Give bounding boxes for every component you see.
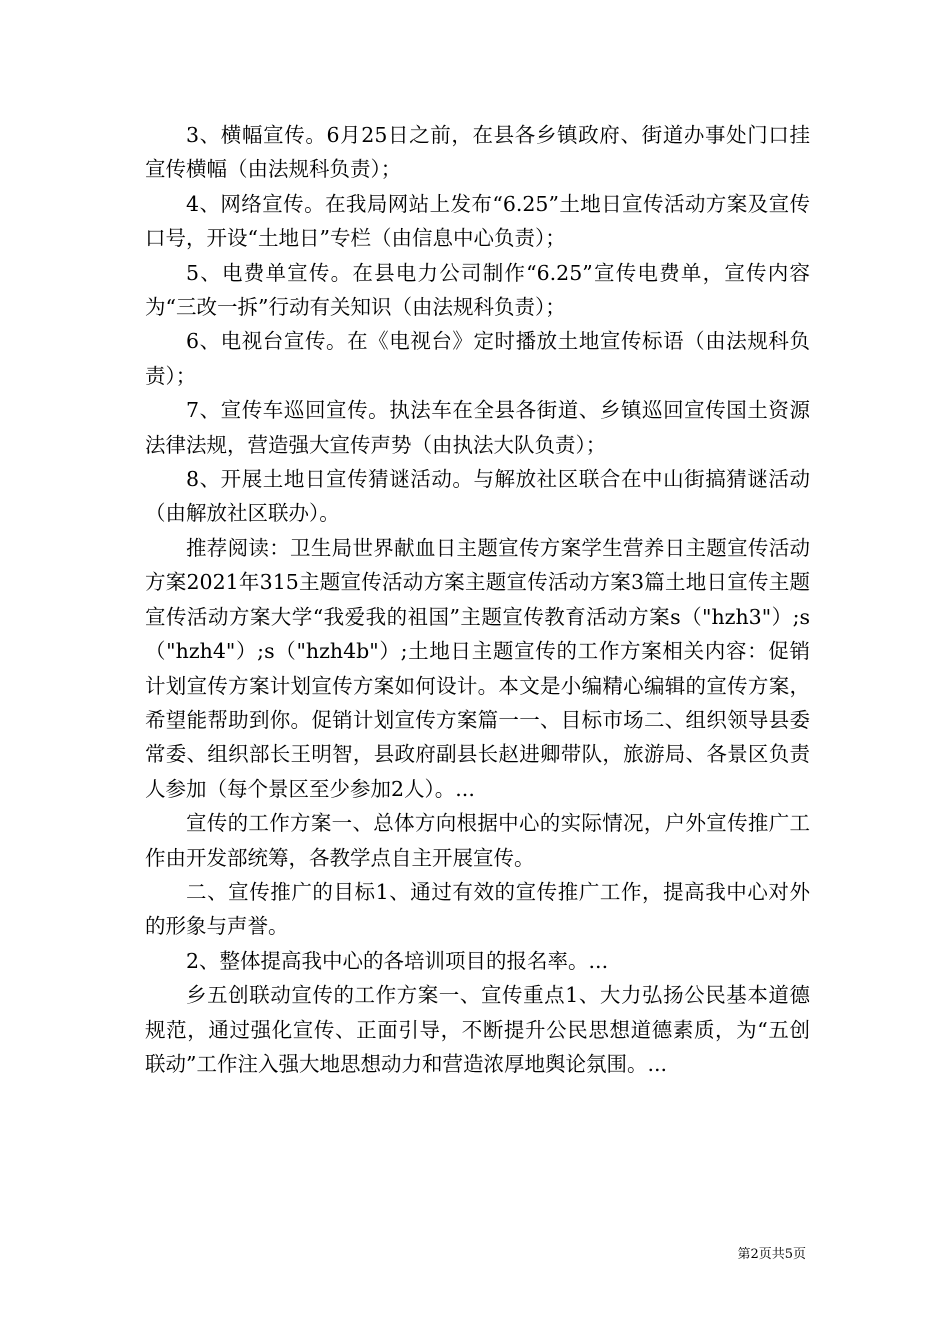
document-body — [145, 118, 810, 1081]
paragraph-banner-publicity: 3、横幅宣传。6月25日之前，在县各乡镇政府、街道办事处门口挂宣传横幅（由法规科负责）； — [145, 123, 810, 182]
paragraph-five-creation-plan: 乡五创联动宣传的工作方案一、宣传重点1、大力弘扬公民基本道德规范，通过强化宣传、正面引导，不断提升公民思想道德素质，为“五创联动”工作注入强大地思想动力和营造浓厚地舆论氛围。... — [145, 983, 810, 1076]
paragraph-electricity-bill-publicity: 5、电费单宣传。在县电力公司制作“6.25”宣传电费单，宣传内容为“三改一拆”行动有关知识（由法规科负责）； — [145, 260, 810, 320]
paragraph-network-publicity: 4、网络宣传。在我局网站上发布“6.25”土地日宣传活动方案及宣传口号，开设“土地日”专栏（由信息中心负责）； — [145, 191, 810, 251]
paragraph-work-plan-overview: 宣传的工作方案一、总体方向根据中心的实际情况，户外宣传推广工作由开发部统筹，各教学点自主开展宣传。 — [145, 811, 810, 870]
page-number-footer: 第2页共5页 — [737, 1247, 806, 1262]
paragraph-recommended-reading: 推荐阅读：卫生局世界献血日主题宣传方案学生营养日主题宣传活动方案2021年315主题宣传活动方案主题宣传活动方案3篇土地日宣传主题宣传活动方案大学“我爱我的祖国”主题宣传教育活动方案s（"hzh3"）;s（"hzh4"）;s（"hzh4b"）;土地日主题宣传的工作方案相关内容：促销计划宣传方案计划宣传方案如何设计。本文是小编精心编辑的宣传方案，希望能帮助到你。促销计划宣传方案篇一一、目标市场二、组织领导县委常委、组织部长王明智，县政府副县长赵进卿带队，旅游局、各景区负责人参加（每个景区至少参加2人）。... — [145, 535, 810, 801]
paragraph-riddle-activity: 8、开展土地日宣传猜谜活动。与解放社区联合在中山街搞猜谜活动（由解放社区联办）。 — [145, 467, 810, 526]
paragraph-registration-rate: 2、整体提高我中心的各培训项目的报名率。... — [186, 948, 609, 973]
paragraph-vehicle-publicity: 7、宣传车巡回宣传。执法车在全县各街道、乡镇巡回宣传国土资源法律法规，营造强大宣传声势（由执法大队负责）； — [145, 398, 810, 457]
paragraph-promotion-goal: 二、宣传推广的目标1、通过有效的宣传推广工作，提高我中心对外的形象与声誉。 — [145, 879, 810, 939]
paragraph-tv-publicity: 6、电视台宣传。在《电视台》定时播放土地宣传标语（由法规科负责）； — [145, 329, 810, 388]
